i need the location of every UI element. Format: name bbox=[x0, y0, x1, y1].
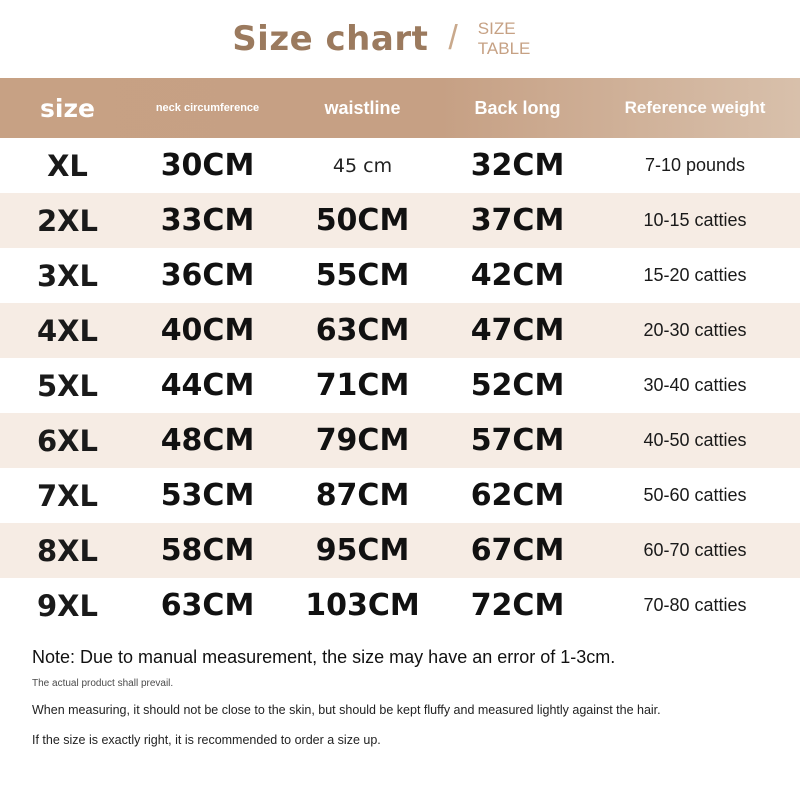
cell-reference-weight: 7-10 pounds bbox=[644, 155, 746, 175]
cell-waistline: 50CM bbox=[315, 203, 410, 238]
cell-reference-weight: 50-60 catties bbox=[643, 485, 747, 505]
note-measurement-error: Note: Due to manual measurement, the size may have an error of 1-3cm. bbox=[32, 647, 616, 667]
cell-waistline: 55CM bbox=[315, 258, 410, 293]
cell-waistline: 63CM bbox=[315, 313, 410, 348]
cell-size: 7XL bbox=[36, 478, 99, 513]
page-subtitle: SIZE TABLE bbox=[477, 19, 531, 58]
cell-back-long: 67CM bbox=[470, 533, 565, 568]
table-row bbox=[0, 523, 800, 578]
table-row bbox=[0, 193, 800, 248]
cell-back-long: 57CM bbox=[470, 423, 565, 458]
table-header-row bbox=[0, 78, 800, 138]
cell-size: 5XL bbox=[36, 368, 99, 403]
table-row bbox=[0, 138, 800, 193]
column-header-waistline: waistline bbox=[324, 97, 401, 118]
column-header-size: size bbox=[40, 93, 95, 123]
cell-size: XL bbox=[47, 148, 88, 183]
cell-waistline: 45 cm bbox=[332, 154, 393, 177]
cell-neck: 48CM bbox=[160, 423, 255, 458]
cell-back-long: 42CM bbox=[470, 258, 565, 293]
cell-neck: 33CM bbox=[160, 203, 255, 238]
cell-reference-weight: 15-20 catties bbox=[643, 265, 747, 285]
cell-neck: 53CM bbox=[160, 478, 255, 513]
page-header bbox=[0, 0, 800, 78]
note-measuring-instruction: When measuring, it should not be close to the skin, but should be kept fluffy and measured lightly against the hair. bbox=[32, 703, 661, 717]
cell-reference-weight: 60-70 catties bbox=[643, 540, 747, 560]
notes-section bbox=[0, 633, 800, 747]
cell-neck: 44CM bbox=[160, 368, 255, 403]
table-row bbox=[0, 303, 800, 358]
size-table bbox=[0, 78, 800, 633]
cell-back-long: 37CM bbox=[470, 203, 565, 238]
header-inner bbox=[232, 19, 568, 59]
cell-neck: 63CM bbox=[160, 588, 255, 623]
cell-back-long: 72CM bbox=[470, 588, 565, 623]
cell-reference-weight: 70-80 catties bbox=[643, 595, 747, 615]
cell-waistline: 87CM bbox=[315, 478, 410, 513]
cell-back-long: 47CM bbox=[470, 313, 565, 348]
table-row bbox=[0, 358, 800, 413]
cell-size: 3XL bbox=[36, 258, 99, 293]
cell-waistline: 79CM bbox=[315, 423, 410, 458]
cell-size: 6XL bbox=[36, 423, 99, 458]
table-row bbox=[0, 248, 800, 303]
table-row bbox=[0, 578, 800, 633]
page-title: Size chart bbox=[232, 19, 429, 59]
cell-neck: 36CM bbox=[160, 258, 255, 293]
cell-waistline: 95CM bbox=[315, 533, 410, 568]
cell-reference-weight: 40-50 catties bbox=[643, 430, 747, 450]
cell-size: 2XL bbox=[36, 203, 99, 238]
table-row bbox=[0, 413, 800, 468]
cell-waistline: 103CM bbox=[305, 588, 420, 623]
cell-back-long: 52CM bbox=[470, 368, 565, 403]
cell-neck: 40CM bbox=[160, 313, 255, 348]
cell-size: 9XL bbox=[36, 588, 99, 623]
note-size-up-recommendation: If the size is exactly right, it is recommended to order a size up. bbox=[32, 733, 381, 747]
cell-neck: 30CM bbox=[160, 148, 255, 183]
column-header-back-long: Back long bbox=[474, 97, 561, 118]
cell-size: 4XL bbox=[36, 313, 99, 348]
column-header-neck: neck circumference bbox=[155, 102, 260, 114]
cell-back-long: 62CM bbox=[470, 478, 565, 513]
title-divider: / bbox=[448, 18, 458, 57]
cell-size: 8XL bbox=[36, 533, 99, 568]
cell-waistline: 71CM bbox=[315, 368, 410, 403]
cell-neck: 58CM bbox=[160, 533, 255, 568]
column-header-reference-weight: Reference weight bbox=[624, 98, 766, 117]
cell-back-long: 32CM bbox=[470, 148, 565, 183]
cell-reference-weight: 20-30 catties bbox=[643, 320, 747, 340]
cell-reference-weight: 10-15 catties bbox=[643, 210, 747, 230]
cell-reference-weight: 30-40 catties bbox=[643, 375, 747, 395]
table-row bbox=[0, 468, 800, 523]
note-actual-product: The actual product shall prevail. bbox=[32, 678, 174, 689]
